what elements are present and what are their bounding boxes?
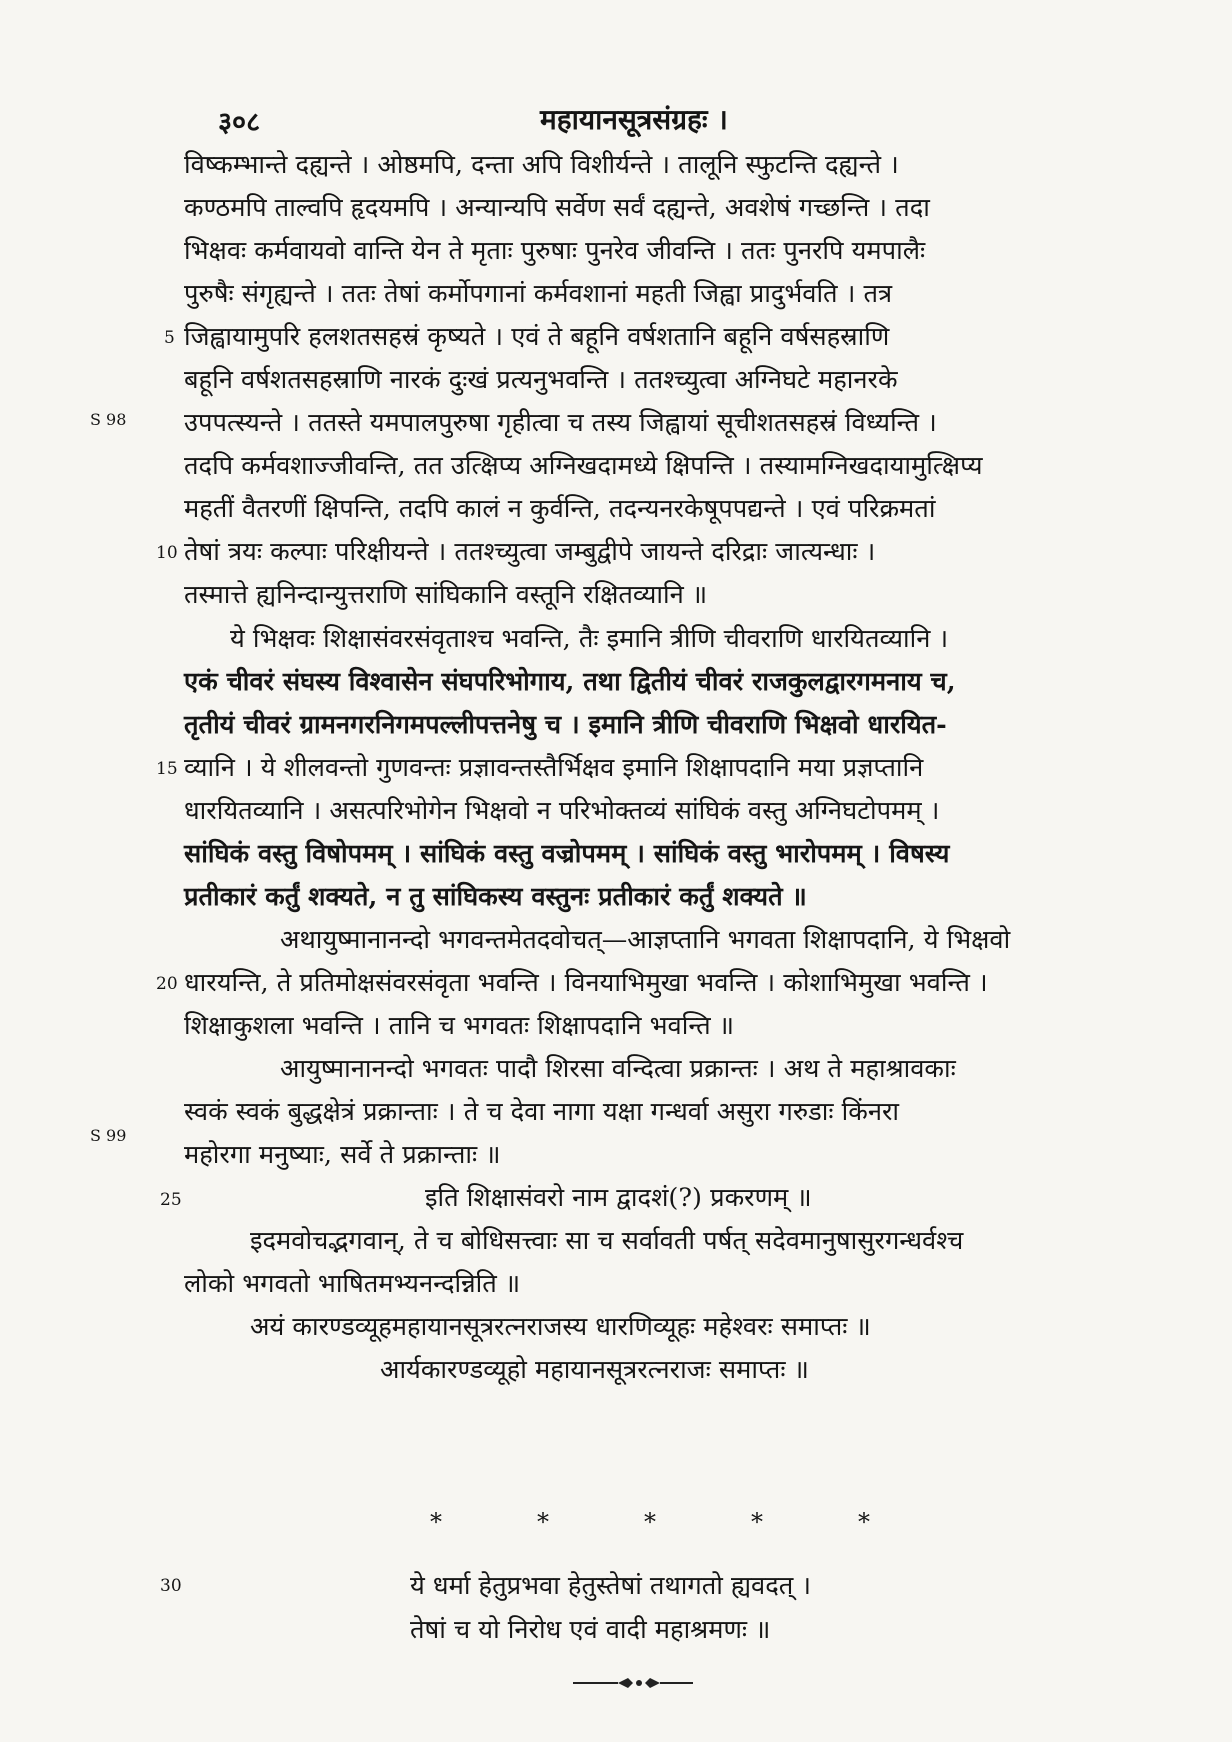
star-icon: * — [858, 1508, 870, 1536]
text-line: तस्मात्ते ह्यनिन्दान्युत्तराणि सांघिकानि वस्तूनि रक्षितव्यानि ॥ — [184, 580, 708, 610]
text-line: इदमवोचद्भगवान्, ते च बोधिसत्त्वाः सा च सर्वावती पर्षत् सदेवमानुषासुरगन्धर्वश्च — [250, 1226, 964, 1256]
line-number: 5 — [164, 328, 175, 348]
margin-reference: S 98 — [90, 410, 127, 429]
text-line: व्यानि । ये शीलवन्तो गुणवन्तः प्रज्ञावन्तस्तैर्भिक्षव इमानि शिक्षापदानि मया प्रज्ञप्तानि — [184, 753, 924, 783]
end-ornament — [573, 1676, 693, 1690]
text-line: अयं कारण्डव्यूहमहायानसूत्ररत्नराजस्य धारणिव्यूहः महेश्वरः समाप्तः ॥ — [250, 1312, 871, 1342]
text-line: शिक्षाकुशला भवन्ति । तानि च भगवतः शिक्षापदानि भवन्ति ॥ — [184, 1011, 735, 1041]
text-line: प्रतीकारं कर्तुं शक्यते, न तु सांघिकस्य वस्तुनः प्रतीकारं कर्तुं शक्यते ॥ — [184, 882, 807, 912]
text-line: अथायुष्मानानन्दो भगवन्तमेतदवोचत्—आज्ञप्तानि भगवता शिक्षापदानि, ये भिक्षवो — [280, 925, 1011, 955]
star-icon: * — [751, 1508, 763, 1536]
line-number: 30 — [160, 1576, 182, 1596]
text-line: उपपत्स्यन्ते । ततस्ते यमपालपुरुषा गृहीत्वा च तस्य जिह्वायां सूचीशतसहस्रं विध्यन्ति । — [184, 408, 937, 438]
line-number: 25 — [160, 1190, 182, 1210]
verse-line: ये धर्मा हेतुप्रभवा हेतुस्तेषां तथागतो ह्यवदत् । — [410, 1571, 812, 1601]
text-line: सांघिकं वस्तु विषोपमम् । सांघिकं वस्तु वज्रोपमम् । सांघिकं वस्तु भारोपमम् । विषस्य — [184, 839, 950, 869]
text-line: बहूनि वर्षशतसहस्राणि नारकं दुःखं प्रत्यनुभवन्ति । ततश्च्युत्वा अग्निघटे महानरके — [184, 365, 898, 395]
text-line: धारयितव्यानि । असत्परिभोगेन भिक्षवो न परिभोक्तव्यं सांघिकं वस्तु अग्निघटोपमम् । — [184, 796, 940, 826]
text-line: ये भिक्षवः शिक्षासंवरसंवृताश्च भवन्ति, तैः इमानि त्रीणि चीवराणि धारयितव्यानि । — [230, 624, 949, 654]
line-number: 20 — [156, 974, 178, 994]
text-line: धारयन्ति, ते प्रतिमोक्षसंवरसंवृता भवन्ति । विनयाभिमुखा भवन्ति । कोशाभिमुखा भवन्ति । — [184, 968, 988, 998]
text-line: तदपि कर्मवशाज्जीवन्ति, तत उत्क्षिप्य अग्निखदामध्ये क्षिपन्ति । तस्यामग्निखदायामुत्क्षिप्य — [184, 451, 983, 481]
line-number: 15 — [156, 759, 178, 779]
text-line: विष्कम्भान्ते दह्यन्ते । ओष्ठमपि, दन्ता अपि विशीर्यन्ते । तालूनि स्फुटन्ति दह्यन्ते । — [184, 150, 899, 180]
margin-reference: S 99 — [90, 1126, 127, 1145]
text-line: स्वकं स्वकं बुद्धक्षेत्रं प्रक्रान्ताः । ते च देवा नागा यक्षा गन्धर्वा असुरा गरुडाः किंनरा — [184, 1097, 900, 1127]
text-line: एकं चीवरं संघस्य विश्वासेन संघपरिभोगाय, तथा द्वितीयं चीवरं राजकुलद्वारगमनाय च, — [184, 667, 956, 697]
text-line: भिक्षवः कर्मवायवो वान्ति येन ते मृताः पुरुषाः पुनरेव जीवन्ति । ततः पुनरपि यमपालैः — [184, 236, 926, 266]
verse-line: तेषां च यो निरोध एवं वादी महाश्रमणः ॥ — [410, 1615, 771, 1645]
text-line: आर्यकारण्डव्यूहो महायानसूत्ररत्नराजः समाप्तः ॥ — [380, 1355, 809, 1385]
star-icon: * — [537, 1508, 549, 1536]
star-icon: * — [430, 1508, 442, 1536]
star-separator — [430, 1508, 870, 1536]
text-line: तेषां त्रयः कल्पाः परिक्षीयन्ते । ततश्च्युत्वा जम्बुद्वीपे जायन्ते दरिद्राः जात्यन्धाः । — [184, 537, 876, 567]
text-line: कण्ठमपि ताल्वपि हृदयमपि । अन्यान्यपि सर्वेण सर्वं दह्यन्ते, अवशेषं गच्छन्ति । तदा — [184, 193, 930, 223]
page-number: ३०८ — [218, 107, 261, 138]
line-number: 10 — [156, 543, 178, 563]
text-line: आयुष्मानानन्दो भगवतः पादौ शिरसा वन्दित्वा प्रक्रान्तः । अथ ते महाश्रावकाः — [280, 1054, 956, 1084]
text-line: पुरुषैः संगृह्यन्ते । ततः तेषां कर्मोपगानां कर्मवशानां महती जिह्वा प्रादुर्भवति । तत्र — [184, 279, 893, 309]
star-icon: * — [644, 1508, 656, 1536]
text-line: महतीं वैतरणीं क्षिपन्ति, तदपि कालं न कुर्वन्ति, तदन्यनरकेषूपपद्यन्ते । एवं परिक्रमतां — [184, 494, 936, 524]
section-colophon: इति शिक्षासंवरो नाम द्वादशं(?) प्रकरणम् ॥ — [425, 1183, 812, 1213]
text-line: तृतीयं चीवरं ग्रामनगरनिगमपल्लीपत्तनेषु च । इमानि त्रीणि चीवराणि भिक्षवो धारयित- — [184, 710, 947, 740]
text-line: जिह्वायामुपरि हलशतसहस्रं कृष्यते । एवं ते बहूनि वर्षशतानि बहूनि वर्षसहस्राणि — [184, 322, 890, 352]
page-title: महायानसूत्रसंग्रहः । — [540, 103, 728, 136]
text-line: महोरगा मनुष्याः, सर्वे ते प्रक्रान्ताः ॥ — [184, 1140, 501, 1170]
text-line: लोको भगवतो भाषितमभ्यनन्दन्निति ॥ — [184, 1269, 521, 1299]
